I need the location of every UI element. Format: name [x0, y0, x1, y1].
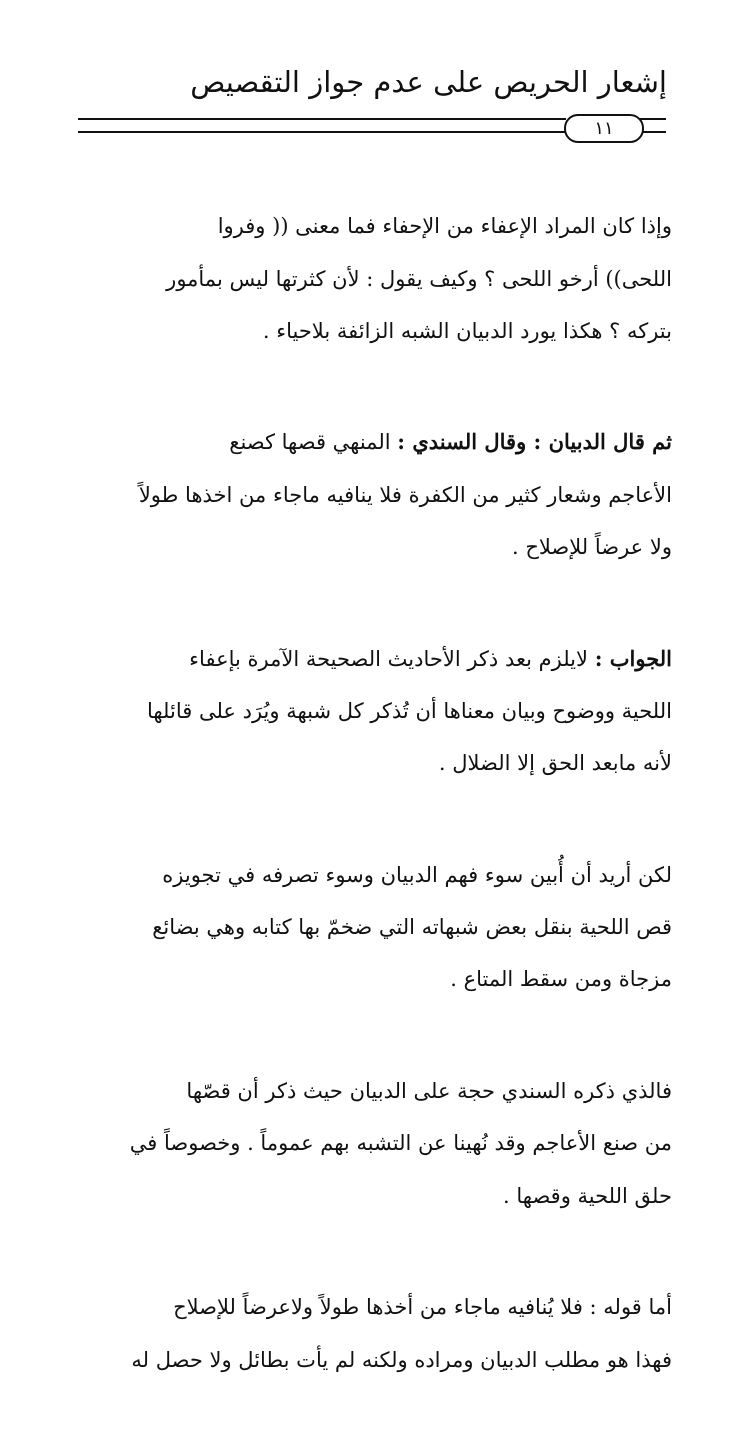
paragraph-3-lead: الجواب :: [594, 645, 672, 671]
paragraph-5-text: فالذي ذكره السندي حجة على الدبيان حيث ذكر أن قصّها من صنع الأعاجم وقد نُهينا عن التشبه بهم عموماً . وخصوصاً في حلق اللحية وقصها .: [129, 1079, 672, 1208]
paragraph-2-text: المنهي قصها كصنع الأعاجم وشعار كثير من الكفرة فلا ينافيه ماجاء من اخذها طولاً ولا عرضاً للإصلاح .: [138, 430, 672, 560]
paragraph-1: [68, 200, 672, 357]
paragraph-4: [68, 849, 672, 1006]
body-text: [68, 148, 672, 1438]
paragraph-3: [68, 633, 672, 790]
page-number-badge: ١١: [564, 114, 644, 143]
paragraph-3-text: لايلزم بعد ذكر الأحاديث الصحيحة الآمرة بإعفاء اللحية ووضوح وبيان معناها أن تُذكر كل شبهة ويُرَد على قائلها لأنه مابعد الحق إلا الضلال .: [146, 646, 672, 776]
running-header-title: إشعار الحريص على عدم جواز التقصيص: [190, 65, 667, 99]
header-rule-bottom-right: [640, 131, 666, 133]
header-rule-top-left: [78, 118, 566, 120]
paragraph-1-text: وإذا كان المراد الإعفاء من الإحفاء فما معنى (( وفروا اللحى)) أرخو اللحى ؟ وكيف يقول : لأن كثرتها ليس بمأمور بتركه ؟ هكذا يورد الدبيان الشبه الزائفة بلاحياء .: [166, 214, 672, 343]
paragraph-6-text: أما قوله : فلا يُنافيه ماجاء من أخذها طولاً ولاعرضاً للإصلاح فهذا هو مطلب الدبيان ومراده ولكنه لم يأت بطائل ولا حصل له: [131, 1295, 672, 1372]
paragraph-2-lead: ثم قال الدبيان : وقال السندي :: [397, 429, 672, 455]
header-rule-top-right: [640, 118, 666, 120]
header-rule-bottom-left: [78, 131, 566, 133]
paragraph-4-text: لكن أريد أن أُبين سوء فهم الدبيان وسوء تصرفه في تجويزه قص اللحية بنقل بعض شبهاته التي ضخمّ بها كتابه وهي بضائع مزجاة ومن سقط المتاع .: [152, 862, 672, 992]
paragraph-2: [68, 416, 672, 573]
paragraph-6: [68, 1281, 672, 1386]
paragraph-5: [68, 1065, 672, 1222]
